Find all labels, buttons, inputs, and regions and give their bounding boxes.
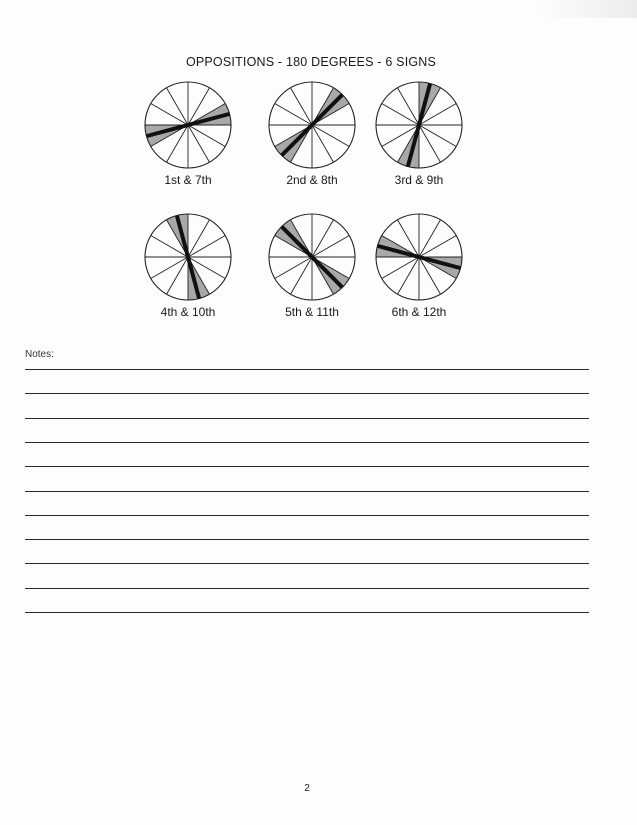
house-divider: [188, 220, 210, 257]
note-line: [25, 539, 589, 540]
wheel-label: 2nd & 8th: [286, 173, 338, 187]
house-divider: [188, 236, 225, 258]
house-divider: [291, 257, 313, 294]
house-divider: [275, 104, 312, 126]
house-divider: [419, 236, 456, 258]
scan-smudge: [540, 0, 637, 18]
house-divider: [312, 220, 334, 257]
house-divider: [188, 125, 210, 162]
wheel-diagram: [374, 80, 464, 170]
note-line: [25, 588, 589, 589]
house-divider: [398, 257, 420, 294]
house-divider: [419, 125, 456, 147]
note-line: [25, 515, 589, 516]
house-divider: [382, 104, 419, 126]
wheel-3-9: [369, 80, 469, 187]
house-divider: [167, 257, 189, 294]
wheel-label: 1st & 7th: [164, 173, 212, 187]
house-divider: [291, 88, 313, 125]
house-divider: [419, 125, 441, 162]
notes-label: Notes:: [25, 349, 54, 360]
wheel-diagram: [143, 212, 233, 302]
wheel-label: 3rd & 9th: [394, 173, 444, 187]
house-divider: [151, 104, 188, 126]
wheel-5-11: [262, 212, 362, 319]
house-divider: [167, 88, 189, 125]
wheel-1-7: [138, 80, 238, 187]
note-line: [25, 442, 589, 443]
wheel-diagram: [267, 80, 357, 170]
wheel-2-8: [262, 80, 362, 187]
house-divider: [382, 257, 419, 279]
note-line: [25, 393, 589, 394]
note-line: [25, 369, 589, 370]
wheel-4-10: [138, 212, 238, 319]
wheel-diagram: [374, 212, 464, 302]
wheel-diagram: [267, 212, 357, 302]
note-line: [25, 466, 589, 467]
house-divider: [312, 125, 349, 147]
note-line: [25, 418, 589, 419]
page-number: 2: [304, 783, 310, 794]
house-divider: [312, 236, 349, 258]
house-divider: [275, 257, 312, 279]
house-divider: [398, 88, 420, 125]
wheel-label: 5th & 11th: [285, 305, 339, 319]
wheel-6-12: [369, 212, 469, 319]
house-divider: [188, 125, 225, 147]
house-divider: [419, 220, 441, 257]
wheel-label: 6th & 12th: [391, 305, 447, 319]
wheel-label: 4th & 10th: [160, 305, 216, 319]
note-line: [25, 563, 589, 564]
house-divider: [151, 257, 188, 279]
note-line: [25, 612, 589, 613]
house-divider: [312, 125, 334, 162]
page-title: OPPOSITIONS - 180 DEGREES - 6 SIGNS: [185, 55, 437, 69]
wheel-diagram: [143, 80, 233, 170]
note-line: [25, 491, 589, 492]
